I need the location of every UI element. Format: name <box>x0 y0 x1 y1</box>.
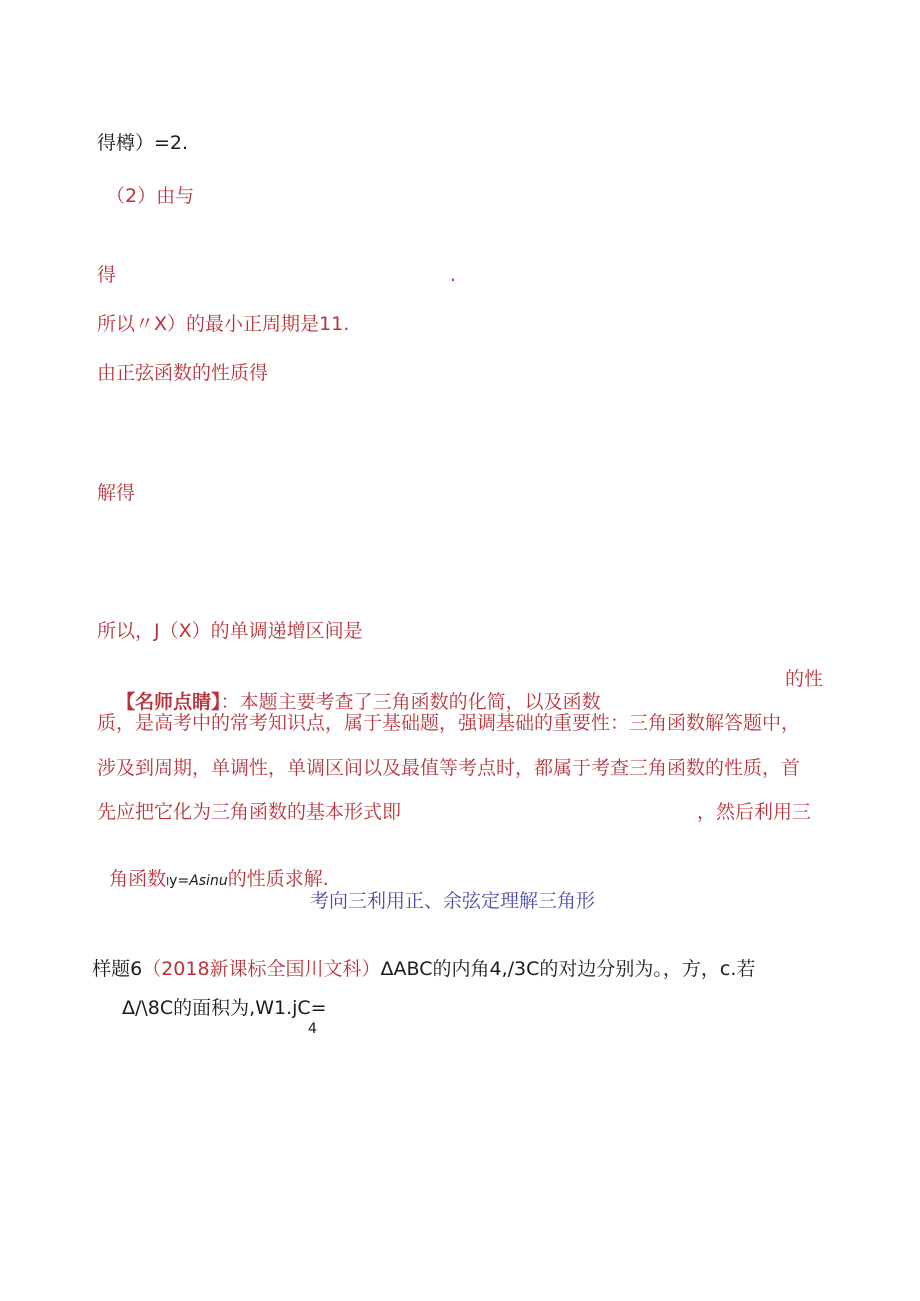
text-line: ，然后利用三 <box>697 801 812 823</box>
text-line: 涉及到周期，单调性，单调区间以及最值等考点时，都属于考查三角函数的性质，首 <box>97 757 801 779</box>
text-line: 所以〃X）的最小正周期是11. <box>97 313 350 335</box>
text-fragment: 角函数 <box>109 867 167 890</box>
math-fragment: Asinu <box>189 872 228 889</box>
example-text: ΔABC的内角4,/3C的对边分别为。，方，c.若 <box>380 957 756 980</box>
text-line: 解得 <box>97 482 136 504</box>
example-label: 样题6 <box>92 957 143 980</box>
text-line: 的性 <box>785 668 824 690</box>
text-line: 先应把它化为三角函数的基本形式即 <box>97 801 402 823</box>
math-fragment: y= <box>169 872 190 889</box>
fraction-denominator: 4 <box>308 1021 317 1037</box>
text-line: 质，是高考中的常考知识点，属于基础题，强调基础的重要性：三角函数解答题中， <box>97 712 801 734</box>
text-fragment: 的性质求解. <box>227 867 329 890</box>
section-heading: 考向三利用正、余弦定理解三角形 <box>310 890 596 912</box>
teacher-tip-text: ：本题主要考查了三角函数的化简，以及函数 <box>220 690 601 713</box>
text-line <box>97 845 329 891</box>
example-source: （2018新课标全国川文科） <box>142 957 381 980</box>
text-line: 得 <box>97 264 117 286</box>
text-line: （2）由与 <box>106 185 195 207</box>
text-line: 所以，J（X）的单调递增区间是 <box>97 620 363 642</box>
example-question <box>80 935 755 981</box>
teacher-tip-label: 【名师点睛】 <box>116 690 221 713</box>
teacher-tip-line <box>104 668 601 714</box>
text-line: Δ/\8C的面积为,W1.jC= <box>122 997 327 1019</box>
text-line: 由正弦函数的性质得 <box>97 362 269 384</box>
text-line: . <box>450 264 457 286</box>
text-line: 得樽）=2. <box>97 132 189 154</box>
text-fragment: l <box>166 874 170 888</box>
